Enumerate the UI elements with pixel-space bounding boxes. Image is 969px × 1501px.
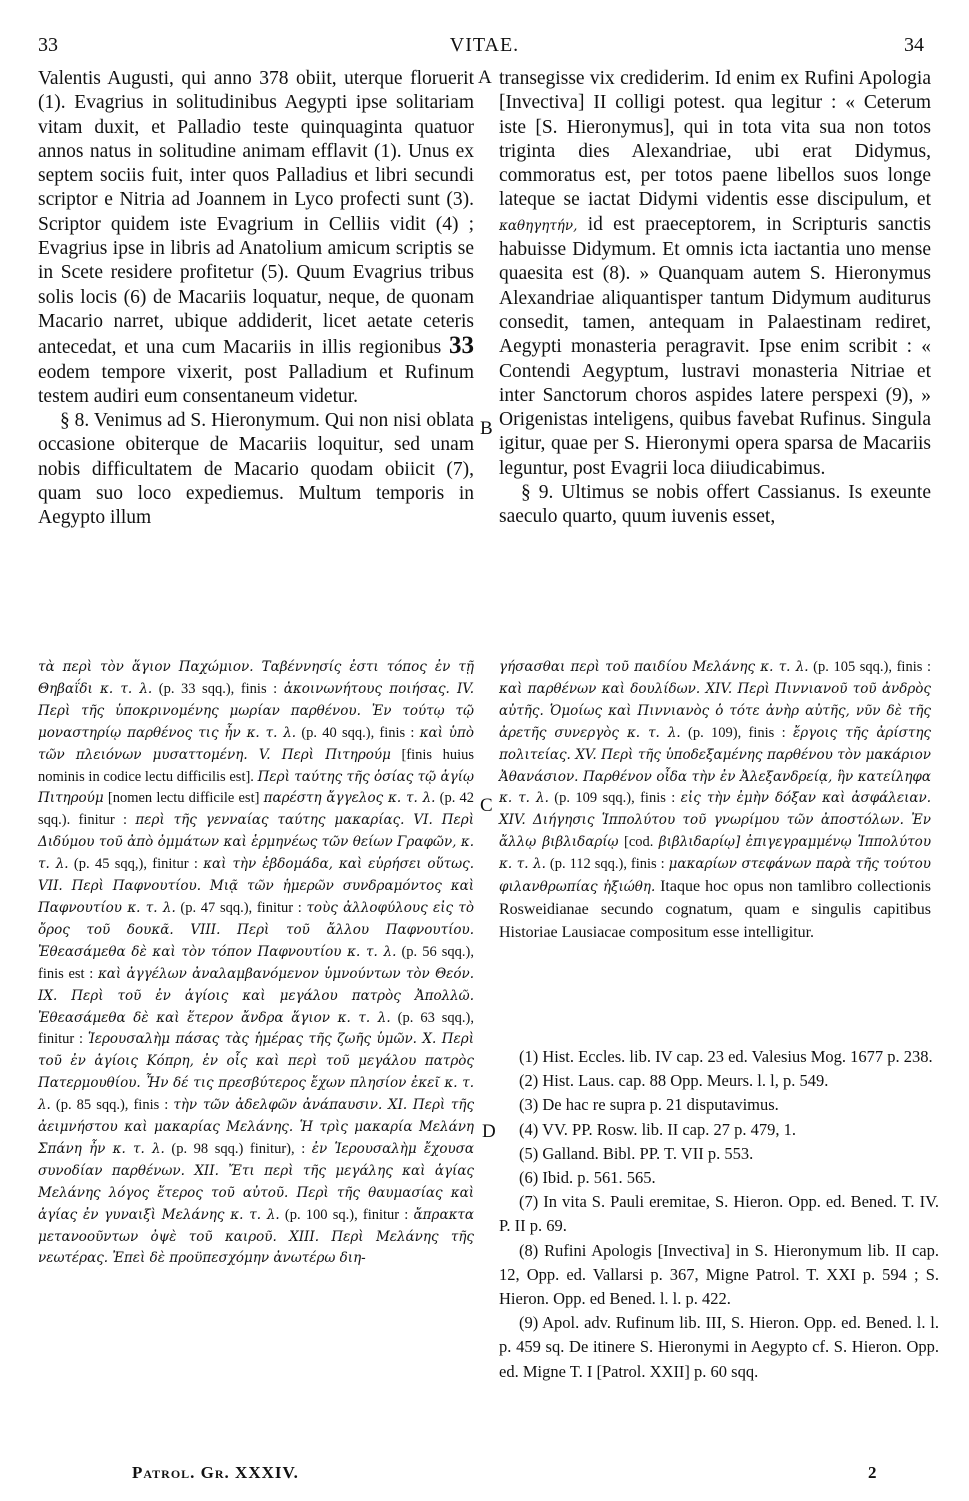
- footnote: (4) VV. PP. Rosw. lib. II cap. 27 p. 479, 1.: [519, 1119, 796, 1139]
- margin-letter-d: D: [482, 1121, 496, 1142]
- left-catalogue-text: τὰ περὶ τὸν ἅγιον Παχώμιον. Ταβέννησίς ἐστι τόπος ἐν τῇ Θηβαΐδι κ. τ. λ. (p. 33 sqq.), finis : ἀκοινωνήτους ποιήσας. IV. Περὶ τῆς ὑποκρινομένης μωρίαν παρθένου. Ἐν τούτῳ τῷ μοναστηρίῳ παρθένος τις ἦν κ. τ. λ. (p. 40 sqq.), finis : καὶ ὑπὸ τῶν πλειόνων μυσαττομένη. V. Περὶ Πιτηρούμ [finis huius nominis in codice lectu difficilis est]. Περὶ ταύτης τῆς ὁσίας τῷ ἁγίῳ Πιτηρούμ [nomen lectu difficile est] παρέστη ἄγγελος κ. τ. λ. (p. 42 sqq.). finitur : περὶ τῆς γενναίας ταύτης μακαρίας. VI. Περὶ Διδύμου τοῦ ἀπὸ ὀμμάτων καὶ ἑρμηνέως τῶν θείων Γραφῶν, κ. τ. λ. (p. 45 sqq,), finitur : καὶ τὴν ἑβδομάδα, καὶ εὑρήσει οὕτως. VII. Περὶ Παφνουτίου. Μιᾷ τῶν ἡμερῶν συνδραμόντος καὶ Παφνουτίου κ. τ. λ. (p. 47 sqq.), finitur : τοὺς ἀλλοφύλους εἰς τὸ ὄρος τοῦ δουκᾶ. VIII. Περὶ τοῦ ἄλλου Παφνουτίου. Ἐθεασάμεθα δὲ καὶ τὸν τόπον Παφνουτίου κ. τ. λ. (p. 56 sqq.), finis est : καὶ ἀγγέλων ἀναλαμβανόμενον ὑμνούντων τὸν Θεόν. IX. Περὶ τοῦ ἐν ἁγίοις καὶ μεγάλου πατρὸς Ἀπολλῶ. Ἐθεασάμεθα δὲ καὶ ἕτερον ἄνδρα ἅγιον κ. τ. λ. (p. 63 sqq.), finitur : Ἱερουσαλὴμ πάσας τὰς ἡμέρας τῆς ζωῆς ὑμῶν. X. Περὶ τοῦ ἐν ἁγίοις Κόπρη, ἐν οἷς καὶ περὶ τοῦ μεγάλου πατρὸς Πατερμουθίου. Ἦν δέ τις πρεσβύτερος ἔχων πλησίον ἐκεῖ κ. τ. λ. (p. 85 sqq.), finis : τὴν τῶν ἀδελφῶν ἀνάπαυσιν. XI. Περὶ τῆς ἀειμνήστου καὶ μακαρίας Μελάνης. Ἡ τρὶς μακαρία Μελάνη Σπάνη ἦν κ. τ. λ. (p. 98 sqq.) finitur), : ἐν Ἱερουσαλὴμ ἔχουσα συνοδίαν παρθένων. XII. Ἔτι περὶ τῆς μεγάλης καὶ ἁγίας Μελάνης λόγος ἕτερος τοῦ αὐτοῦ. Περὶ τῆς θαυμασίας καὶ ἁγίας ἐν γυναιξὶ Μελάνης κ. τ. λ. (p. 100 sq.), finitur : ἄπρακτα μετανοοῦντων ὀψὲ τοῦ καιροῦ. XIII. Περὶ Μελάνης τῆς νεωτέρας. Ἐπεὶ δὲ προϋπεσχόμην ἀνωτέρω διη-: [38, 659, 475, 1267]
- left-paragraph-2: § 8. Venimus ad S. Hieronymum. Qui non nisi oblata occasione obiterque de Macariis loquitur, sed unam nobis difficultatem de Macario quodam obiicit (7), quam suo loco expediemus. Multum temporis in Aegypto illum: [38, 410, 474, 529]
- left-paragraph-1: Valentis Augusti, qui anno 378 obiit, uterque floruerit (1). Evagrius in solitudinibus Aegypti ipse solitariam vitam duxit, et Palladio teste quinquaginta quatuor annos natus in solitudine animam efflavit (1). Unus ex septem sociis fuit, inter quos Palladius et libri secundi scriptor e Nitria ad Joannem in Lyco profecti sunt (3). Scriptor quidem iste Evagrium in Celliis vidit (4) ; Evagrius ipse in libris ad Anatolium amicum scriptis se in Scete residere profitetur (5). Quum Evagrius tribus solis locis (6) de Macariis loquatur, neque, de quonam Macario narret, ubique addiderit, licet aetate ceteris antecedat, et una cum Macariis in illis regionibus 33 eodem tempore vixerit, post Palladium et Rufinum testem audiri eum consentaneum videtur.: [38, 68, 474, 407]
- margin-letter-c: C: [480, 795, 493, 816]
- right-paragraph-2: § 9. Ultimus se nobis offert Cassianus. Is exeunte saeculo quarto, quum iuvenis esset,: [499, 482, 931, 528]
- page-number-left: 33: [38, 34, 58, 56]
- right-paragraph-1: transegisse vix crediderim. Id enim ex Rufini Apologia [Invectiva] II colligi potest. qua legitur : « Ceterum iste [S. Hieronymus], qui in tota vita sua non totos triginta dies Alexandriae, ubi erat Didymus, commoratus est, per totos paene libellos suos longe lateque se iactat Didymi videntis esse discipulum, et καθηγητήν, id est praeceptorem, in Scripturis sanctis habuisse Didymum. Et omnis icta iactantia uno mense quaesita est (8). » Quanquam autem S. Hieronymus Alexandriae aliquantisper tantum Didymum auditurus consedit, tamen, antequam in Palaestinam rediret, Aegypti monasteria peragravit. Ipse enim scribit : « Contendi Aegyptum, lustravi monasteria Nitriae et inter Sanctorum choros aspides latere perspexi (9), » Origenistas inteligens, quibus favebat Rufinus. Singula igitur, quae per S. Hieronymi opera sparsa de Macariis leguntur, post Evagrii loca diiudicabimus.: [499, 68, 932, 479]
- margin-letter-a: A: [478, 67, 492, 88]
- page-number-right: 34: [904, 34, 924, 56]
- footnote: (6) Ibid. p. 561. 565.: [519, 1168, 656, 1188]
- right-catalogue-text: γήσασθαι περὶ τοῦ παιδίου Μελάνης κ. τ. λ. (p. 105 sqq.), finis : καὶ παρθένων καὶ δουλίδων. XIV. Περὶ Πιννιανοῦ τοῦ ἀνδρὸς αὐτῆς. Ὁμοίως καὶ Πιννιανὸς ὁ τότε ἀνὴρ αὐτῆς, νῦν δὲ τῆς ἀρετῆς συνεργὸς κ. τ. λ. (p. 109), finis : ἔργοις τῆς ἀρίστης πολιτείας. XV. Περὶ τῆς ὑποδεξαμένης παρθένου τὸν μακάριον Ἀθανάσιον. Παρθένον οἶδα τὴν ἐν Ἀλεξανδρείᾳ, ἣν κατείληφα κ. τ. λ. (p. 109 sqq.), finis : εἰς τὴν ἐμὴν δόξαν καὶ ἀσφάλειαν. XIV. Διήγησις Ἱππολύτου τοῦ γνωρίμου τῶν ἀποστόλων. Ἐν ἄλλῳ βιβλιδαρίῳ [cod. βιβλιδαρίῳ] ἐπιγεγραμμένῳ Ἱππολύτου κ. τ. λ. (p. 112 sqq.), finis : μακαρίων στεφάνων παρὰ τῆς τούτου φιλανθρωπίας ἠξιώθη. Itaque hoc opus non tamlibro collectionis Rosweidianae secundo cognatum, quam e singulis capitibus Historiae Lausiacae compositum esse intelligitur.: [499, 659, 932, 941]
- left-main-column: [38, 67, 474, 531]
- volume-signature: Patrol. Gr. XXXIV.: [132, 1463, 299, 1482]
- footnote: (1) Hist. Eccles. lib. IV cap. 23 ed. Valesius Mog. 1677 p. 238.: [519, 1047, 933, 1066]
- running-title: VITAE.: [449, 34, 520, 56]
- footnotes: [499, 1045, 939, 1384]
- right-main-column: [499, 67, 931, 530]
- footnote: (8) Rufini Apologis [Invectiva] in S. Hieronymum lib. II cap. 12, Opp. ed. Vallarsi p. 367, Migne Patrol. T. XXI p. 594 ; S. Hieron. Opp. ed Bened. l. l. p. 422.: [499, 1240, 939, 1309]
- footnote: (9) Apol. adv. Rufinum lib. III, S. Hieron. Opp. ed. Bened. l. l. p. 459 sq. De itinere S. Hieronymi in Aegypto cf. S. Hieron. Opp. ed. Migne T. I [Patrol. XXII] p. 60 sqq.: [499, 1313, 939, 1381]
- signature-number: 2: [868, 1463, 877, 1482]
- footnote: (5) Galland. Bibl. PP. T. VII p. 553.: [519, 1143, 754, 1163]
- margin-letter-b: B: [480, 418, 493, 439]
- inline-page-number: 33: [449, 332, 474, 360]
- footnote: (7) In vita S. Pauli eremitae, S. Hieron. Opp. ed. Bened. T. IV. P. II p. 69.: [499, 1192, 939, 1236]
- footnote: (2) Hist. Laus. cap. 88 Opp. Meurs. l. l, p. 549.: [519, 1071, 829, 1091]
- footnote: (3) De hac re supra p. 21 disputavimus.: [519, 1095, 779, 1115]
